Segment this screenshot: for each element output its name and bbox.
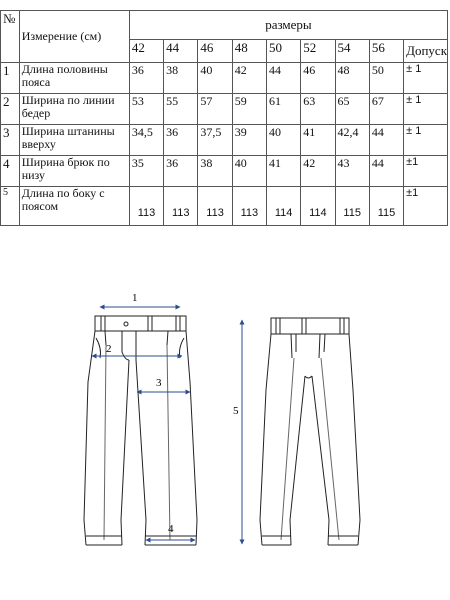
- cell-value: 113: [198, 187, 232, 226]
- marker-1: 1: [132, 292, 138, 304]
- back-pants-drawing: [260, 318, 360, 545]
- header-sizes: размеры: [129, 11, 447, 40]
- cell-value: 65: [335, 94, 369, 125]
- size-header: 44: [164, 40, 198, 63]
- cell-value: 43: [335, 156, 369, 187]
- cell-value: 42,4: [335, 125, 369, 156]
- cell-value: 36: [164, 125, 198, 156]
- cell-tolerance: ±1: [404, 187, 448, 226]
- cell-value: 36: [164, 156, 198, 187]
- cell-value: 40: [198, 63, 232, 94]
- size-header: 46: [198, 40, 232, 63]
- header-measurement: Измерение (см): [19, 11, 129, 63]
- cell-tolerance: ± 1: [404, 94, 448, 125]
- cell-value: 44: [266, 63, 300, 94]
- cell-value: 55: [164, 94, 198, 125]
- cell-value: 113: [164, 187, 198, 226]
- cell-value: 114: [266, 187, 300, 226]
- cell-value: 41: [266, 156, 300, 187]
- row-label: Длина половины пояса: [19, 63, 129, 94]
- cell-value: 38: [164, 63, 198, 94]
- cell-value: 40: [232, 156, 266, 187]
- row-number: 1: [1, 63, 20, 94]
- cell-value: 48: [335, 63, 369, 94]
- cell-value: 42: [232, 63, 266, 94]
- cell-value: 67: [369, 94, 403, 125]
- cell-value: 37,5: [198, 125, 232, 156]
- row-number: 3: [1, 125, 20, 156]
- cell-tolerance: ±1: [404, 156, 448, 187]
- marker-2: 2: [106, 343, 112, 355]
- size-header: 52: [301, 40, 335, 63]
- cell-value: 42: [301, 156, 335, 187]
- cell-value: 63: [301, 94, 335, 125]
- cell-value: 113: [129, 187, 163, 226]
- cell-value: 46: [301, 63, 335, 94]
- size-header: 54: [335, 40, 369, 63]
- front-pants-drawing: [84, 316, 197, 545]
- cell-value: 61: [266, 94, 300, 125]
- cell-value: 34,5: [129, 125, 163, 156]
- row-label: Ширина брюк по низу: [19, 156, 129, 187]
- cell-value: 44: [369, 156, 403, 187]
- cell-value: 114: [301, 187, 335, 226]
- row-number: 5: [1, 187, 20, 226]
- size-header: 50: [266, 40, 300, 63]
- row-number: 2: [1, 94, 20, 125]
- row-label: Длина по боку с поясом: [19, 187, 129, 226]
- size-header: 56: [369, 40, 403, 63]
- cell-value: 36: [129, 63, 163, 94]
- header-number: №: [1, 11, 20, 63]
- cell-value: 44: [369, 125, 403, 156]
- cell-value: 57: [198, 94, 232, 125]
- row-label: Ширина по линии бедер: [19, 94, 129, 125]
- cell-value: 39: [232, 125, 266, 156]
- cell-value: 115: [335, 187, 369, 226]
- size-header: 48: [232, 40, 266, 63]
- marker-4: 4: [168, 523, 174, 535]
- cell-value: 35: [129, 156, 163, 187]
- row-label: Ширина штанины вверху: [19, 125, 129, 156]
- cell-value: 59: [232, 94, 266, 125]
- cell-value: 113: [232, 187, 266, 226]
- marker-5: 5: [233, 405, 239, 417]
- cell-tolerance: ± 1: [404, 63, 448, 94]
- cell-value: 41: [301, 125, 335, 156]
- size-header: 42: [129, 40, 163, 63]
- marker-3: 3: [156, 377, 162, 389]
- cell-value: 50: [369, 63, 403, 94]
- cell-value: 115: [369, 187, 403, 226]
- cell-value: 53: [129, 94, 163, 125]
- cell-value: 38: [198, 156, 232, 187]
- cell-tolerance: ± 1: [404, 125, 448, 156]
- header-tolerance: Допуск: [404, 40, 448, 63]
- row-number: 4: [1, 156, 20, 187]
- cell-value: 40: [266, 125, 300, 156]
